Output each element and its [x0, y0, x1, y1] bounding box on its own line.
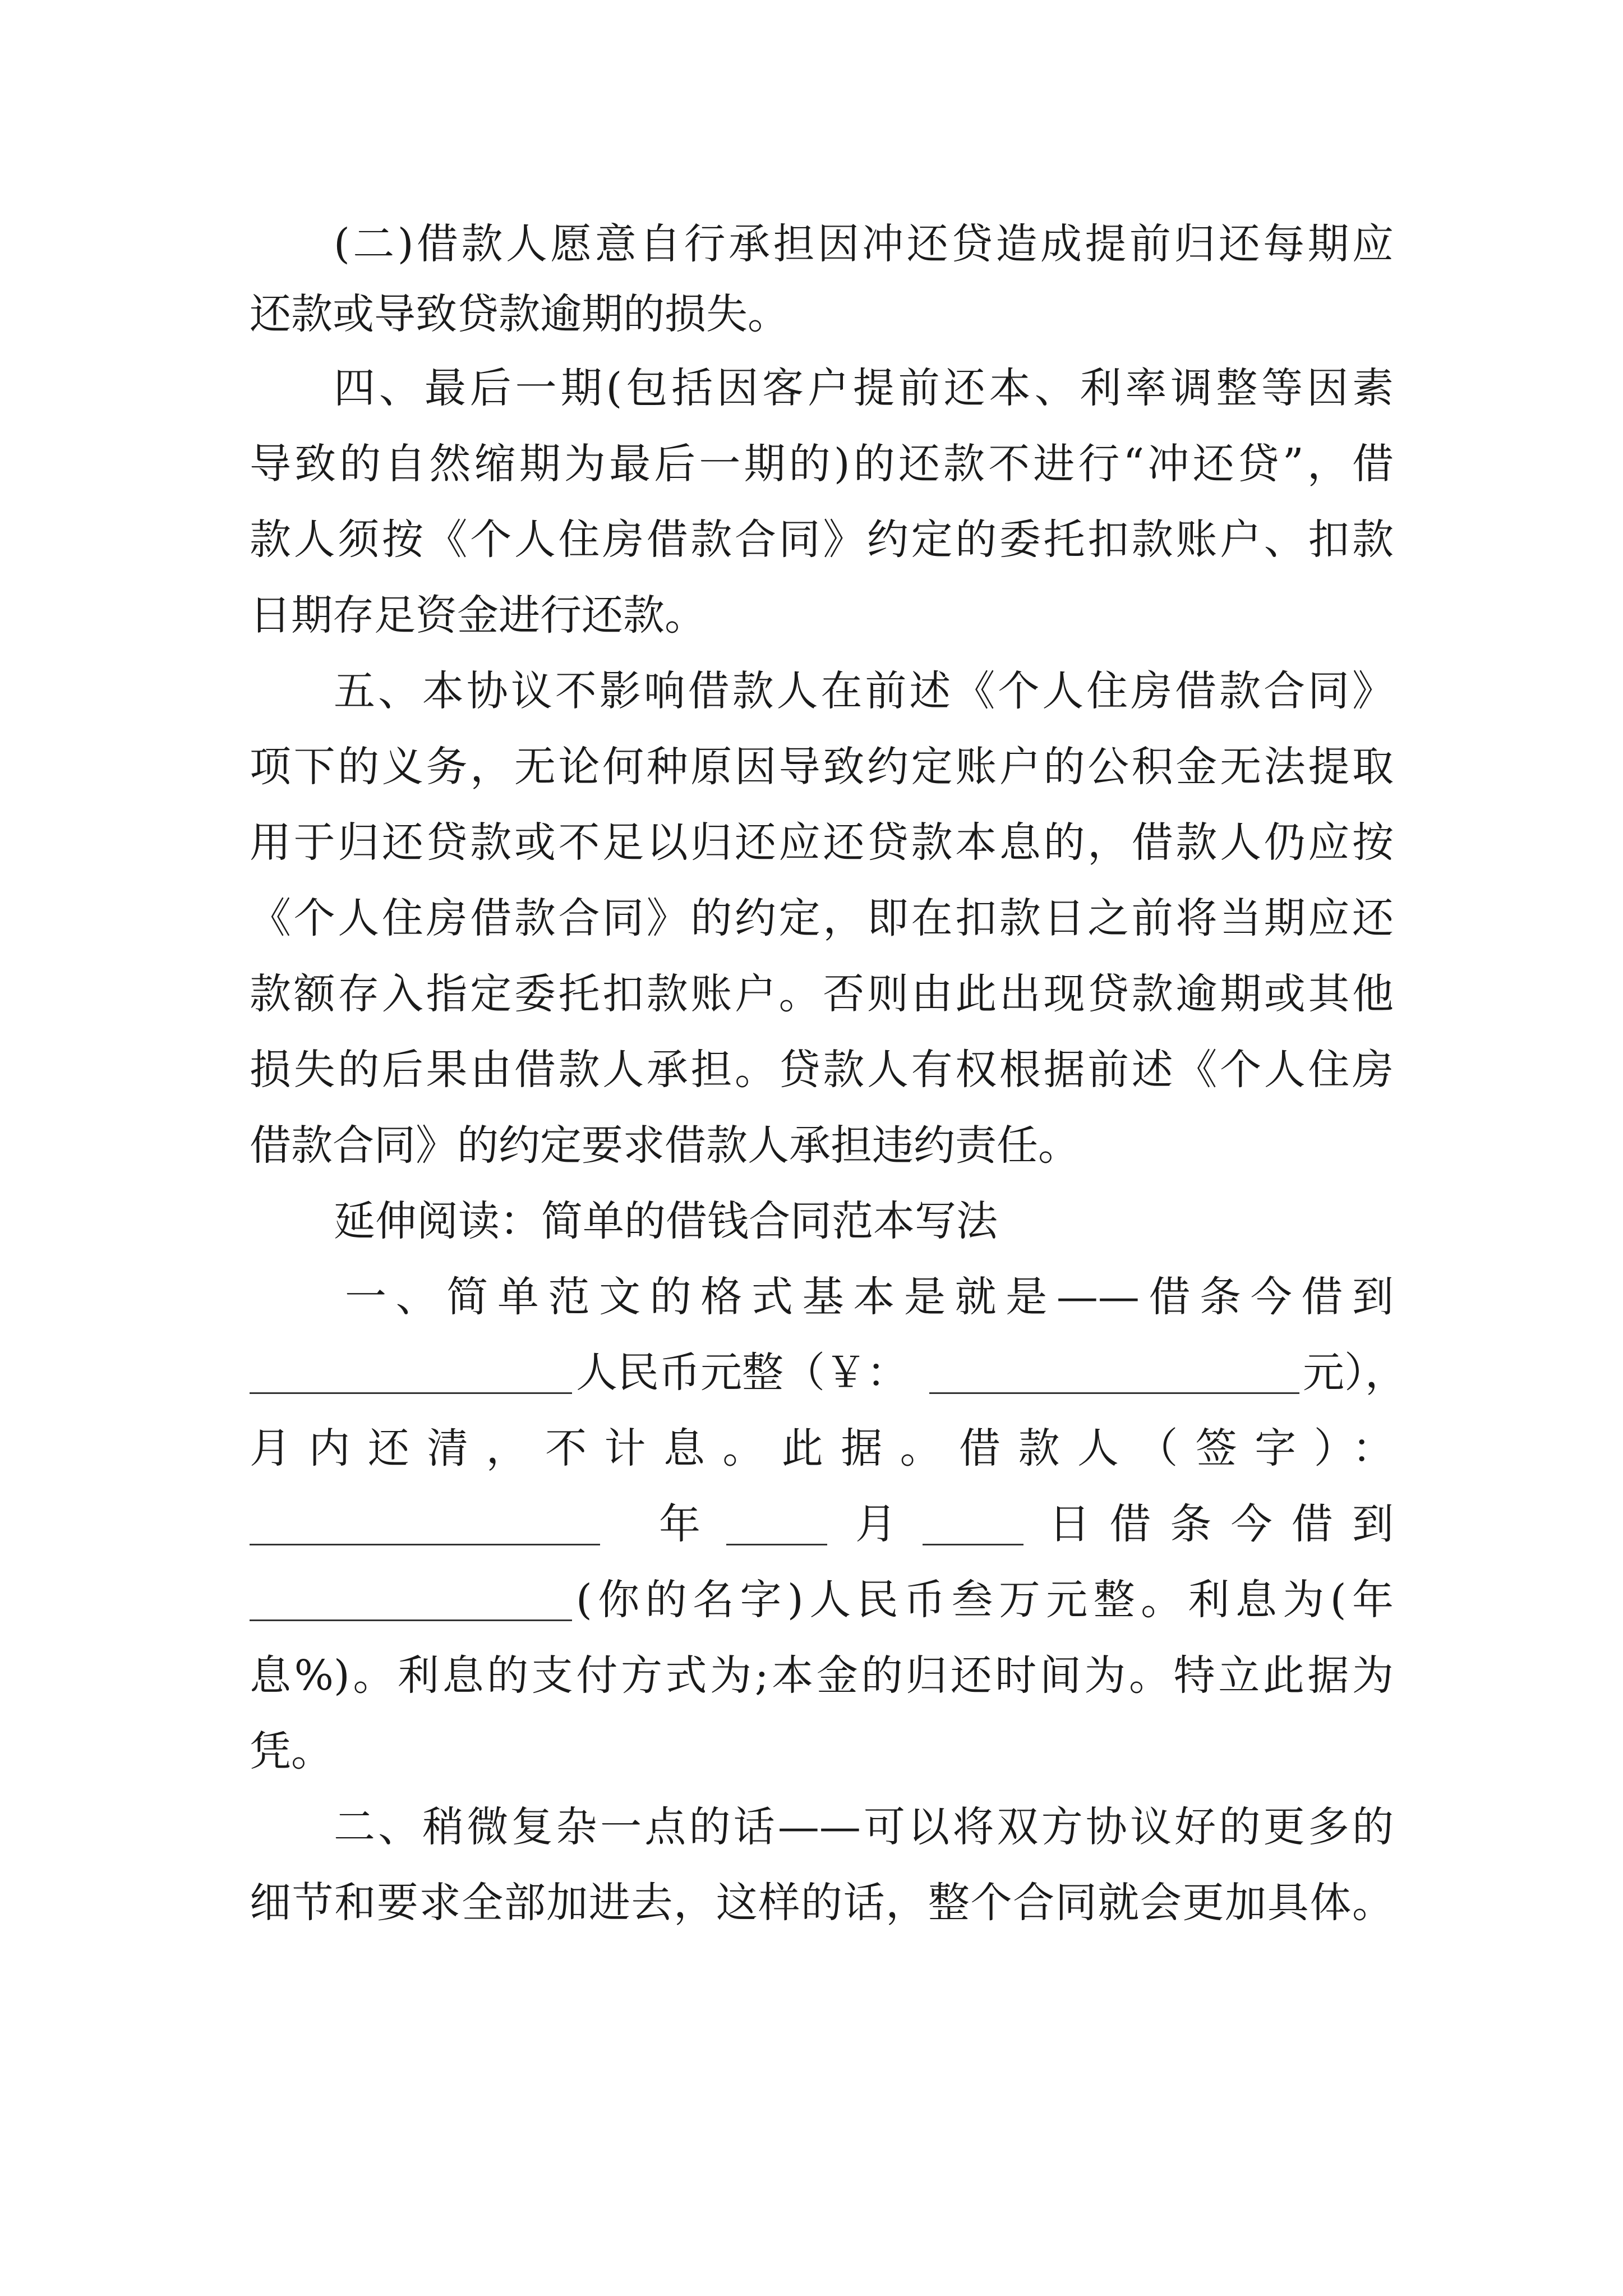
- paragraph-line: 《个人住房借款合同》的约定，即在扣款日之前将当期应还: [250, 894, 1394, 942]
- paragraph-line: 款人须按《个人住房借款合同》约定的委托扣款账户、扣款: [250, 516, 1394, 564]
- blank-field: [923, 1504, 1023, 1545]
- form-line: [250, 1569, 1394, 1631]
- paragraph-line: 用于归还贷款或不足以归还应还贷款本息的，借款人仍应按: [250, 818, 1394, 867]
- form-line: [250, 1493, 1394, 1555]
- paragraph-line: 款额存入指定委托扣款账户。否则由此出现贷款逾期或其他: [250, 970, 1394, 1018]
- form-line: [250, 1342, 1407, 1404]
- blank-field: [250, 1353, 572, 1394]
- paragraph-line: 五、本协议不影响借款人在前述《个人住房借款合同》: [334, 667, 1394, 715]
- form-text: 元），: [1303, 1349, 1407, 1397]
- paragraph-line: 细节和要求全部加进去，这样的话，整个合同就会更加具体。: [250, 1879, 1394, 1927]
- paragraph-line: 息%)。利息的支付方式为;本金的归还时间为。特立此据为: [250, 1651, 1394, 1700]
- form-text: (你的名字)人民币叁万元整。利息为(年: [576, 1576, 1394, 1624]
- paragraph-line: 项下的义务，无论何种原因导致约定账户的公积金无法提取: [250, 743, 1394, 791]
- paragraph-line: 借款合同》的约定要求借款人承担违约责任。: [250, 1121, 1080, 1170]
- blank-field: [250, 1580, 572, 1621]
- paragraph-line: 凭。: [250, 1727, 333, 1775]
- form-text: 人民币元整（￥：: [576, 1349, 908, 1397]
- blank-field: [250, 1504, 600, 1545]
- section-heading: 延伸阅读：简单的借钱合同范本写法: [334, 1197, 998, 1245]
- paragraph-line: 损失的后果由借款人承担。贷款人有权根据前述《个人住房: [250, 1046, 1394, 1094]
- blank-field: [929, 1353, 1299, 1394]
- paragraph-line: 一、简单范文的格式基本是就是——借条今借到: [345, 1273, 1394, 1321]
- paragraph-line: 还款或导致贷款逾期的损失。: [250, 290, 789, 338]
- paragraph-line: (二)借款人愿意自行承担因冲还贷造成提前归还每期应: [334, 220, 1394, 268]
- paragraph-line: 导致的自然缩期为最后一期的)的还款不进行“冲还贷”，借: [250, 440, 1394, 488]
- form-text: 日借条今借到: [1049, 1500, 1394, 1548]
- form-text: 月: [855, 1500, 897, 1548]
- form-line: 月内还清，不计息。此据。借款人（签字）：: [250, 1424, 1394, 1473]
- form-text: 年: [659, 1500, 700, 1548]
- paragraph-line: 二、稍微复杂一点的话——可以将双方协议好的更多的: [334, 1803, 1394, 1851]
- paragraph-line: 日期存足资金进行还款。: [250, 591, 706, 639]
- paragraph-line: 四、最后一期(包括因客户提前还本、利率调整等因素: [334, 364, 1394, 412]
- blank-field: [726, 1504, 827, 1545]
